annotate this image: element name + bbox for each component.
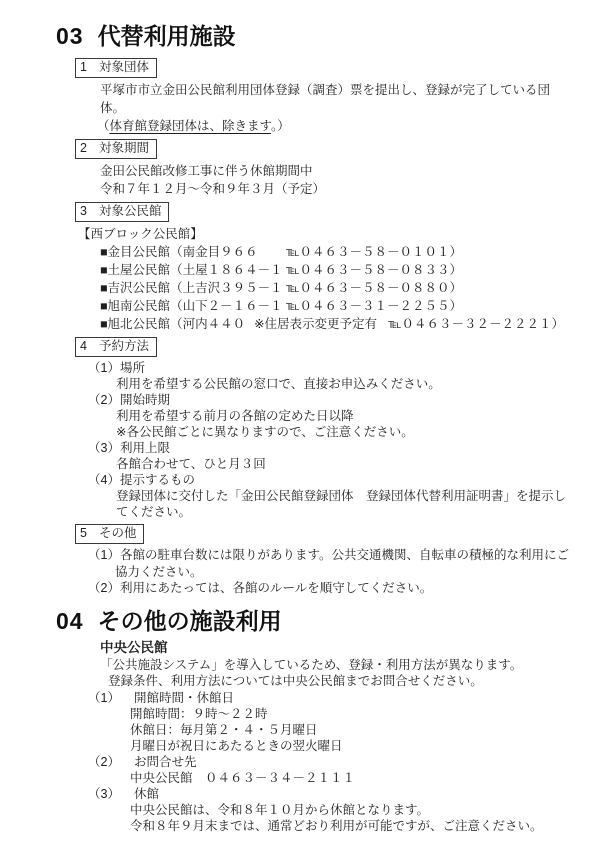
item-detail-line: 開館時間：９時～２２時 (130, 706, 268, 721)
item-detail-line: 中央公民館は、令和８年１０月から休館となります。 (130, 802, 430, 817)
facility-row (100, 297, 574, 315)
section-03-number: 03 (56, 23, 84, 49)
facility-name: ■旭南公民館 (100, 299, 171, 313)
subsection-heading-row (75, 202, 574, 222)
item-detail-line: 令和８年９月末までは、通常どおり利用が可能ですが、ご注意ください。 (130, 818, 543, 833)
section-04-number: 04 (56, 607, 84, 634)
numbered-item-label: （1）場所 (88, 361, 145, 375)
subsection-number: 2 (80, 141, 87, 155)
numbered-item-title: 休館 (133, 786, 159, 801)
numbered-item-label: （3）利用上限 (88, 441, 170, 455)
subsection-other (56, 524, 574, 597)
subsection-reservation (56, 337, 574, 520)
item-detail-line: 利用を希望する前月の各館の定めた日以降 (116, 409, 354, 423)
numbered-item-heading (88, 786, 574, 802)
paragraph-line: 金田公民館改修工事に伴う休館期間中 (100, 164, 313, 178)
subsection-number: 3 (80, 204, 87, 218)
subsection-label: 対象団体 (98, 60, 149, 74)
section-03-title-text: 代替利用施設 (97, 23, 236, 49)
subsection-label: 対象期間 (98, 141, 149, 155)
numbered-item-label: （2） (88, 581, 120, 595)
subsection-label: 予約方法 (98, 339, 149, 353)
facility-tel: ℡０４６３－３２－２２２１） (388, 317, 564, 331)
numbered-item-label: （2） (88, 754, 120, 769)
paragraph-line: 平塚市市立金田公民館利用団体登録（調査）票を提出し、登録が完了している団体。 (100, 83, 551, 115)
numbered-item-label: （2）開始時期 (88, 393, 170, 407)
section-03-title (56, 22, 574, 50)
numbered-item (88, 580, 574, 597)
facility-name: ■金目公民館 (100, 245, 171, 259)
subsection-label: その他 (98, 526, 137, 540)
facility-name: ■吉沢公民館 (100, 281, 171, 295)
facility-row (100, 243, 574, 261)
paragraph-line: 登録条件、利用方法については中央公民館までお問合せください。 (108, 674, 483, 688)
item-detail-line: 各館合わせて、ひと月３回 (116, 457, 266, 471)
subsection-heading-row (75, 524, 574, 544)
subsection-heading-box (75, 524, 144, 544)
numbered-item-title: 開館時間・休館日 (133, 690, 234, 705)
paren-close: 。） (271, 119, 290, 133)
facility-address: （土屋１８６４－１ (170, 263, 283, 277)
subsection-number: 4 (80, 339, 87, 353)
numbered-item-label: （1） (88, 690, 120, 705)
facility-tel: ℡０４６３－３１－２２５５） (286, 299, 462, 313)
subsection-heading-box (75, 337, 157, 357)
facility-address: （上吉沢３９５－１ (170, 281, 283, 295)
numbered-item-label: （1） (88, 548, 120, 562)
paragraph-line: 令和７年１２月～令和９年３月（予定） (100, 182, 326, 196)
facility-subtitle: 中央公民館 (100, 639, 168, 655)
item-detail-line: ※各公民館ごとに異なりますので、ご注意ください。 (116, 425, 414, 439)
subsection-target-halls (56, 202, 574, 333)
paren-open: （ (97, 119, 110, 133)
paragraph-line: 「公共施設システム」を導入しているため、登録・利用方法が異なります。 (100, 657, 523, 672)
subsection-heading-box (75, 202, 169, 222)
subsection-number: 1 (80, 60, 87, 74)
numbered-item-label: （3） (88, 786, 120, 801)
facility-address: （山下２－１６－１ (170, 299, 283, 313)
numbered-item-text: 利用にあたっては、各館のルールを順守してください。 (119, 581, 433, 595)
item-detail-line: 月曜日が祝日にあたるときの翌火曜日 (130, 738, 343, 753)
numbered-item-heading (88, 690, 574, 706)
facility-row (100, 261, 574, 279)
facility-row (100, 315, 574, 333)
numbered-item-title: お問合せ先 (133, 754, 197, 769)
item-detail-line: 利用を希望する公民館の窓口で、直接お申込みください。 (116, 377, 441, 391)
item-detail-line: 休館日：毎月第２・４・５月曜日 (130, 722, 318, 737)
facility-name: ■土屋公民館 (100, 263, 171, 277)
section-04-title-text: その他の施設利用 (97, 607, 282, 634)
subsection-heading-row (75, 337, 574, 357)
subsection-target-groups (56, 58, 574, 135)
facility-tel: ℡０４６３－５８－０１０１） (286, 245, 462, 259)
subsection-heading-row (75, 139, 574, 159)
section-04-title (56, 607, 574, 635)
facility-note: ※住居表示変更予定有 (254, 317, 378, 331)
numbered-item-label: （4）提示するもの (88, 473, 195, 487)
subsection-number: 5 (80, 526, 87, 540)
facility-row (100, 279, 574, 297)
numbered-item-text: 各館の駐車台数には限りがあります。公共交通機関、自転車の積極的な利用にご協力ください。 (115, 548, 569, 579)
subsection-label: 対象公民館 (98, 204, 162, 218)
section-04-body (56, 639, 574, 834)
block-label: 【西ブロック公民館】 (78, 227, 203, 241)
numbered-item-heading (88, 754, 574, 770)
subsection-heading-row (75, 58, 574, 78)
subsection-heading-box (75, 58, 157, 78)
facility-tel: ℡０４６３－５８－０８３３） (286, 263, 462, 277)
subsection-heading-box (75, 139, 157, 159)
facility-tel: ℡０４６３－５８－０８８０） (286, 281, 462, 295)
facility-name: ■旭北公民館 (100, 317, 171, 331)
subsection-target-period (56, 139, 574, 198)
item-detail-line: 登録団体に交付した「金田公民館登録団体 登録団体代替利用証明書」を提示してください。 (116, 489, 567, 519)
paragraph-line (97, 117, 574, 135)
facility-address: （河内４４０ (170, 317, 246, 331)
facility-address: （南金目９６６ (170, 245, 258, 259)
underlined-text: 体育館登録団体は、除きます (109, 119, 272, 133)
numbered-item (88, 547, 574, 580)
item-detail-line: 中央公民館 ０４６３－３４－２１１１ (130, 770, 356, 785)
